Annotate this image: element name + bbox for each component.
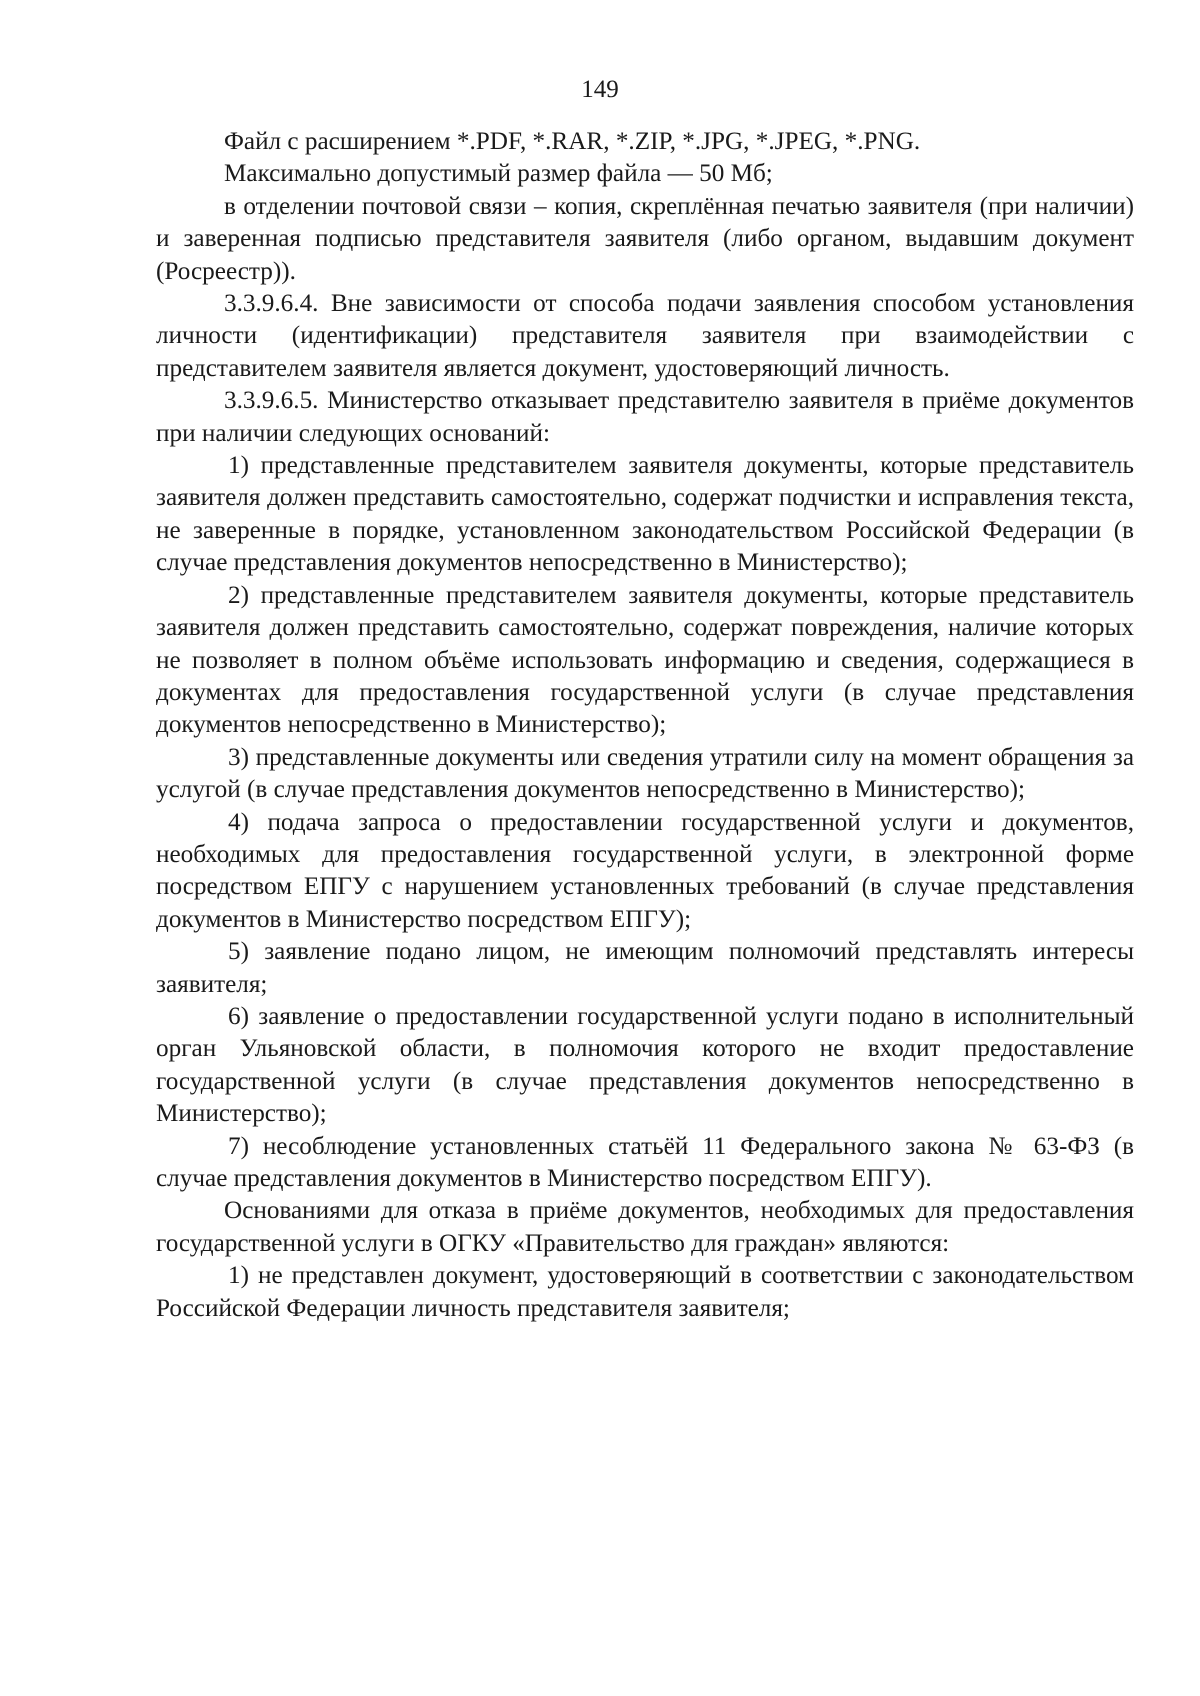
list-item-7: 7) несоблюдение установленных статьёй 11 Федерального закона № 63-ФЗ (в случае представления документов в Министерство посредством ЕПГУ). <box>156 1132 1134 1192</box>
list-item-3: 3) представленные документы или сведения утратили силу на момент обращения за услугой (в случае представления документов непосредственно в Министерство); <box>156 743 1134 804</box>
list-item-ogku-1: 1) не представлен документ, удостоверяющий в соответствии с законодательством Российской Федерации личность представителя заявителя; <box>156 1262 1134 1322</box>
list-item-6: 6) заявление о предоставлении государственной услуги подано в исполнительный орган Ульяновской области, в полномочия которого не входит предоставление государственной услуги (в случае представления документов непосредственно в Министерство); <box>156 1002 1134 1128</box>
paragraph-3-3-9-6-5: 3.3.9.6.5. Министерство отказывает представителю заявителя в приёме документов при наличии следующих оснований: <box>156 387 1134 447</box>
paragraph-max-file-size: Максимально допустимый размер файла — 50 Мб; <box>224 160 773 188</box>
paragraph-file-extensions: Файл с расширением *.PDF, *.RAR, *.ZIP, *.JPG, *.JPEG, *.PNG. <box>224 128 921 155</box>
list-item-5: 5) заявление подано лицом, не имеющим полномочий представлять интересы заявителя; <box>156 938 1134 998</box>
list-item-4: 4) подача запроса о предоставлении государственной услуги и документов, необходимых для предоставления государственной услуги, в электронной форме посредством ЕПГУ с нарушением установленных требований (в случае представления документов в Министерство посредством ЕПГУ); <box>156 808 1134 933</box>
paragraph-refusal-grounds-ogku: Основаниями для отказа в приёме документов, необходимых для предоставления государственной услуги в ОГКУ «Правительство для граждан» являются: <box>156 1197 1134 1257</box>
page-number: 149 <box>581 76 619 103</box>
list-item-2: 2) представленные представителем заявителя документы, которые представитель заявителя должен представить самостоятельно, содержат повреждения, наличие которых не позволяет в полном объёме использовать информацию и сведения, содержащиеся в документах для предоставления государственной услуги (в случае представления документов непосредственно в Министерство); <box>156 581 1134 739</box>
paragraph-3-3-9-6-4: 3.3.9.6.4. Вне зависимости от способа подачи заявления способом установления личности (идентификации) представителя заявителя при взаимодействии с представителем заявителя является документ, удостоверяющий личность. <box>156 290 1134 382</box>
paragraph-postal-office: в отделении почтовой связи – копия, скреплённая печатью заявителя (при наличии) и заверенная подписью представителя заявителя (либо органом, выдавшим документ (Росреестр)). <box>156 192 1134 285</box>
document-body <box>156 126 1134 1325</box>
list-item-1: 1) представленные представителем заявителя документы, которые представитель заявителя должен представить самостоятельно, содержат подчистки и исправления текста, не заверенные в порядке, установленном законодательством Российской Федерации (в случае представления документов непосредственно в Министерство); <box>156 452 1134 577</box>
